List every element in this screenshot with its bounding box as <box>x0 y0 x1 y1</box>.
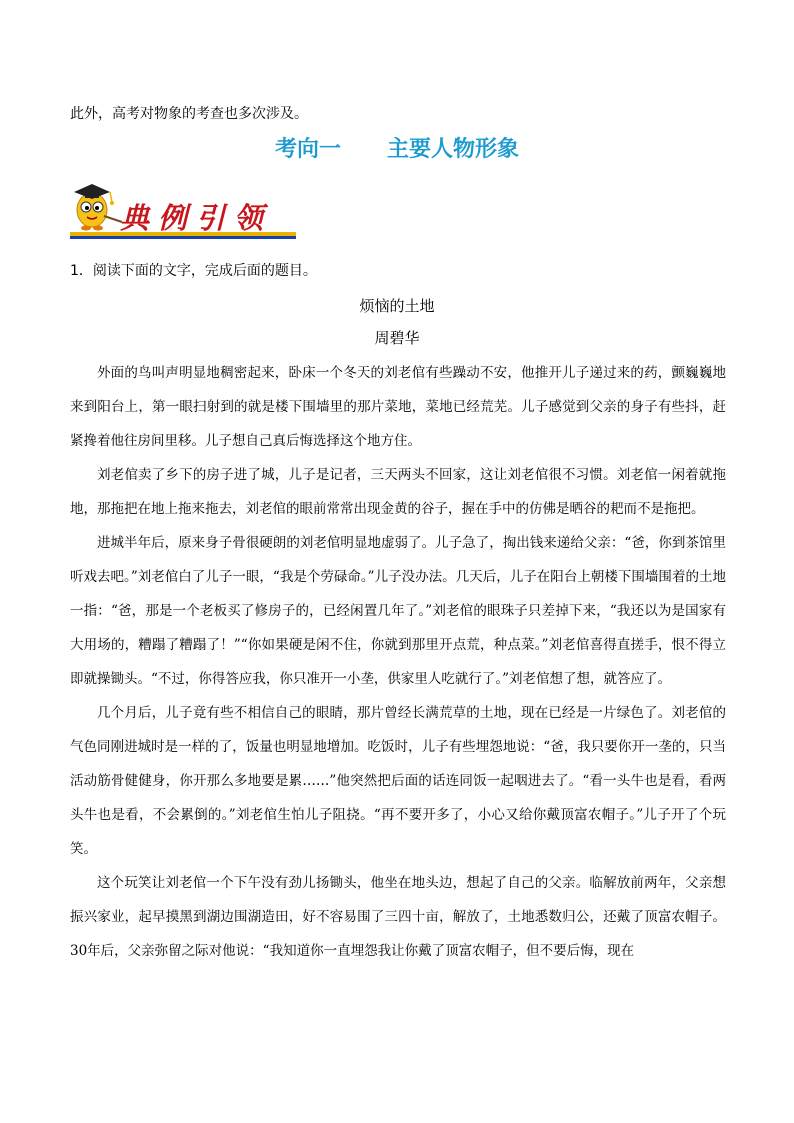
story-author: 周碧华 <box>374 329 420 347</box>
example-banner <box>70 172 296 242</box>
story-paragraph: 进城半年后，原来身子骨很硬朗的刘老倌明显地虚弱了。儿子急了，掏出钱来递给父亲：“爸，你到茶馆里听戏去吧。”刘老倌白了儿子一眼，“我是个劳碌命。”儿子没办法。几天后，儿子在阳台上朝楼下围墙围着的土地一指：“爸，那是一个老板买了修房子的，已经闲置几年了。”刘老倌的眼珠子只差掉下来，“我还以为是国家有大用场的，糟蹋了糟蹋了！”“你如果硬是闲不住，你就到那里开点荒，种点菜。”刘老倌喜得直搓手，恨不得立即就操锄头。“不过，你得答应我，你只准开一小垄，供家里人吃就行了。”刘老倌想了想，就答应了。 <box>70 535 726 687</box>
story-paragraph: 这个玩笑让刘老倌一个下午没有劲儿扬锄头，他坐在地头边，想起了自己的父亲。临解放前两年，父亲想振兴家业，起早摸黑到湖边围湖造田，好不容易围了三四十亩，解放了，土地悉数归公，还戴了顶富农帽子。30年后，父亲弥留之际对他说：“我知道你一直埋怨我让你戴了顶富农帽子，但不要后悔，现在 <box>70 875 726 959</box>
section-title-part2: 主要人物形象 <box>387 137 520 162</box>
section-title <box>0 132 794 163</box>
banner-title: 典例引领 <box>120 201 273 235</box>
story-title: 烦恼的土地 <box>359 297 435 315</box>
story-body <box>70 356 726 968</box>
section-title-part1: 考向一 <box>274 137 341 162</box>
story-paragraph: 外面的鸟叫声明显地稠密起来，卧床一个冬天的刘老倌有些躁动不安，他推开儿子递过来的药，颤巍巍地来到阳台上，第一眼扫射到的就是楼下围墙里的那片菜地，菜地已经荒芜。儿子感觉到父亲的身子有些抖，赶紧搀着他往房间里移。儿子想自己真后悔选择这个地方住。 <box>70 365 726 449</box>
intro-text: 此外，高考对物象的考查也多次涉及。 <box>70 106 308 122</box>
question-prompt: 1．阅读下面的文字，完成后面的题目。 <box>70 263 317 279</box>
story-paragraph: 刘老倌卖了乡下的房子进了城，儿子是记者，三天两头不回家，这让刘老倌很不习惯。刘老倌一闲着就拖地，那拖把在地上拖来拖去，刘老倌的眼前常常出现金黄的谷子，握在手中的仿佛是晒谷的耙而不是拖把。 <box>70 467 726 517</box>
story-paragraph: 几个月后，儿子竟有些不相信自己的眼睛，那片曾经长满荒草的土地，现在已经是一片绿色了。刘老倌的气色同刚进城时是一样的了，饭量也明显地增加。吃饭时，儿子有些埋怨地说：“爸，我只要你开一垄的，只当活动筋骨健健身，你开那么多地要是累……”他突然把后面的话连同饭一起咽进去了。“看一头牛也是看，看两头牛也是看，不会累倒的。”刘老倌生怕儿子阻挠。“再不要开多了，小心又给你戴顶富农帽子。”儿子开了个玩笑。 <box>70 705 726 857</box>
